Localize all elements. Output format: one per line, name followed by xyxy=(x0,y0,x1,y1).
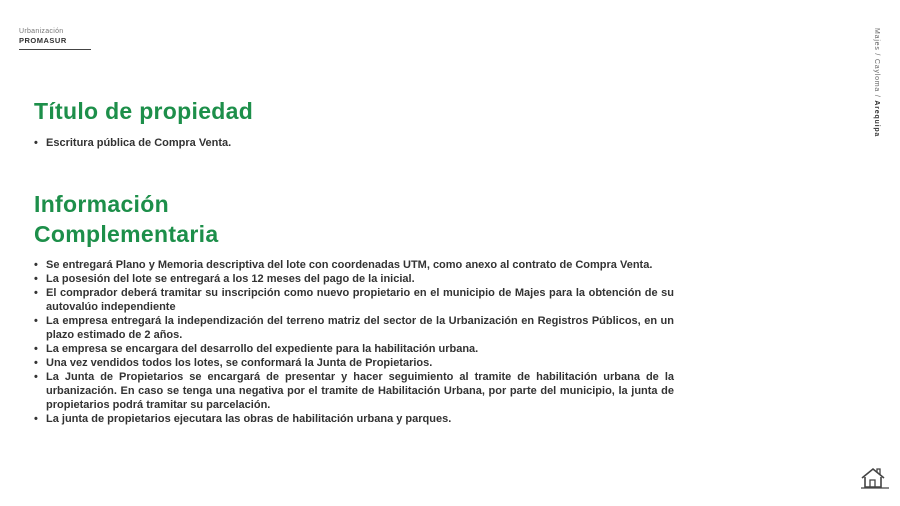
list-item: • Una vez vendidos todos los lotes, se conformará la Junta de Propietarios. xyxy=(34,356,674,370)
list-item: • La posesión del lote se entregará a los 12 meses del pago de la inicial. xyxy=(34,272,674,286)
brand-name: PROMASUR xyxy=(19,36,67,45)
location-vertical-label xyxy=(873,28,880,137)
list-item: • Se entregará Plano y Memoria descriptiva del lote con coordenadas UTM, como anexo al contrato de Compra Venta. xyxy=(34,258,674,272)
list-item: • La empresa entregará la independización del terreno matriz del sector de la Urbanización en Registros Públicos, en un plazo estimado de 2 años. xyxy=(34,314,674,342)
title-heading: Título de propiedad xyxy=(34,98,254,124)
house-logo-icon xyxy=(860,466,890,490)
title-bullet-list xyxy=(34,136,249,150)
brand-divider xyxy=(19,49,91,50)
list-item: • La Junta de Propietarios se encargará de presentar y hacer seguimiento al tramite de habilitación urbana de la urbanización. En caso se tenga una negativa por el tramite de Habilitación Urbana, por parte del municipio, la junta de propietarios podrá tramitar su parcelación. xyxy=(34,370,674,412)
list-item: • Escritura pública de Compra Venta. xyxy=(34,136,249,150)
info-heading: Información Complementaria xyxy=(34,191,219,247)
list-item: • La empresa se encargara del desarrollo del expediente para la habilitación urbana. xyxy=(34,342,674,356)
brand-block xyxy=(19,27,91,50)
list-item: • El comprador deberá tramitar su inscripción como nuevo propietario en el municipio de Majes para la obtención de su autovalúo independiente xyxy=(34,286,674,314)
info-bullet-list xyxy=(34,258,674,426)
list-item: • La junta de propietarios ejecutara las obras de habilitación urbana y parques. xyxy=(34,412,674,426)
brand-subtitle: Urbanización xyxy=(19,28,64,35)
location-prefix: Majes / Cayloma / xyxy=(873,28,880,101)
location-city: Arequipa xyxy=(873,100,880,138)
